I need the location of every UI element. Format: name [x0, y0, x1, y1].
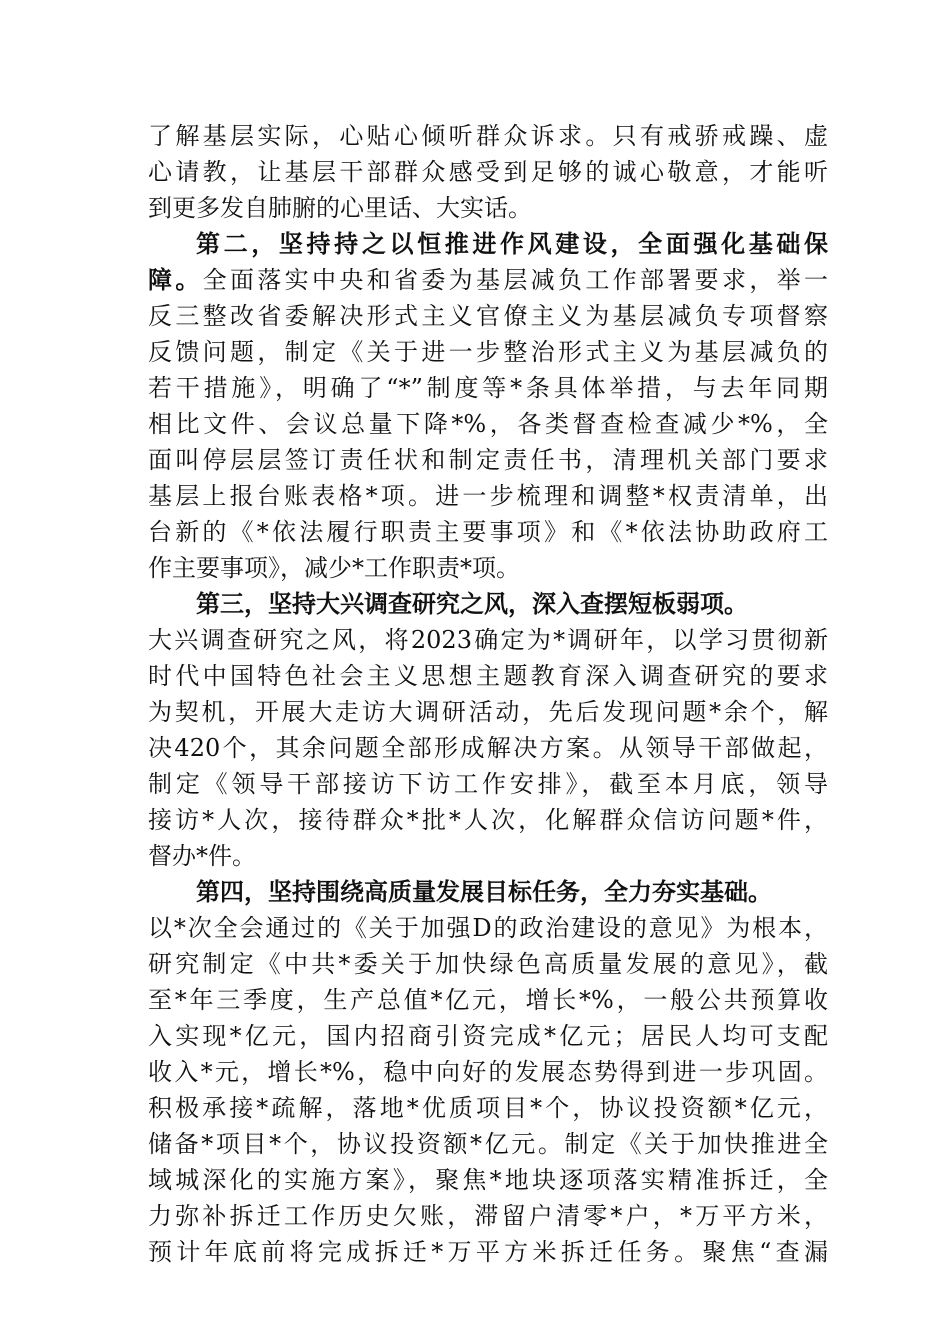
- section-heading-tail: 障。: [148, 265, 203, 294]
- text-line: 反馈问题，制定《关于进一步整治形式主义为基层减负的: [148, 338, 828, 366]
- paragraph-2: [148, 226, 828, 586]
- section-heading: 第三，坚持大兴调查研究之风，深入查摆短板弱项。: [196, 589, 748, 618]
- text-line: 督办*件。: [148, 842, 256, 870]
- text-line: 若干措施》，明确了“*”制度等*条具体举措，与去年同期: [148, 374, 828, 402]
- text-line: 预计年底前将完成拆迁*万平方米拆迁任务。聚焦“查漏: [148, 1238, 828, 1266]
- section-heading: 第二，坚持持之以恒推进作风建设，全面强化基础保: [196, 229, 828, 258]
- text-line: 力弥补拆迁工作历史欠账，滞留户清零*户，*万平方米，: [148, 1202, 828, 1230]
- text-line: 面叫停层层签订责任状和制定责任书，清理机关部门要求: [148, 446, 828, 474]
- text-line: 域城深化的实施方案》，聚焦*地块逐项落实精准拆迁，全: [148, 1166, 828, 1194]
- section-heading: 第四，坚持围绕高质量发展目标任务，全力夯实基础。: [196, 877, 772, 906]
- text-line: 了解基层实际，心贴心倾听群众诉求。只有戒骄戒躁、虚: [148, 122, 828, 150]
- text-line: 到更多发自肺腑的心里话、大实话。: [148, 194, 532, 222]
- text-line: 入实现*亿元，国内招商引资完成*亿元；居民人均可支配: [148, 1022, 828, 1050]
- text-line: 为契机，开展大走访大调研活动，先后发现问题*余个，解: [148, 698, 828, 726]
- text-line: 制定《领导干部接访下访工作安排》，截至本月底，领导: [148, 770, 828, 798]
- text-line: 接访*人次，接待群众*批*人次，化解群众信访问题*件，: [148, 806, 828, 834]
- text-line: 收入*元，增长*%，稳中向好的发展态势得到进一步巩固。: [148, 1058, 828, 1086]
- text-line: 决420个，其余问题全部形成解决方案。从领导干部做起，: [148, 734, 828, 762]
- text-line: 研究制定《中共*委关于加快绿色高质量发展的意见》，截: [148, 950, 828, 978]
- text-line: 至*年三季度，生产总值*亿元，增长*%，一般公共预算收: [148, 986, 828, 1014]
- text-line: 基层上报台账表格*项。进一步梳理和调整*权责清单，出: [148, 482, 828, 510]
- text-line: 储备*项目*个，协议投资额*亿元。制定《关于加快推进全: [148, 1130, 828, 1158]
- text-line: 心请教，让基层干部群众感受到足够的诚心敬意，才能听: [148, 158, 828, 186]
- text-line: 反三整改省委解决形式主义官僚主义为基层减负专项督察: [148, 302, 828, 330]
- text-line: 以*次全会通过的《关于加强D的政治建设的意见》为根本，: [148, 914, 828, 942]
- text-line: 大兴调查研究之风，将2023确定为*调研年，以学习贯彻新: [148, 626, 828, 654]
- text-line: 台新的《*依法履行职责主要事项》和《*依法协助政府工: [148, 518, 828, 546]
- text-line: [148, 262, 828, 298]
- text-line: 积极承接*疏解，落地*优质项目*个，协议投资额*亿元，: [148, 1094, 828, 1122]
- paragraph-1: [148, 118, 828, 226]
- body-text: [148, 118, 828, 1270]
- text-line: 作主要事项》，减少*工作职责*项。: [148, 554, 520, 582]
- paragraph-4: [148, 874, 828, 1270]
- text-span: 全面落实中央和省委为基层减负工作部署要求，举一: [202, 266, 829, 294]
- text-line: 时代中国特色社会主义思想主题教育深入调查研究的要求: [148, 662, 828, 690]
- text-line: 相比文件、会议总量下降*%，各类督查检查减少*%，全: [148, 410, 828, 438]
- paragraph-3: [148, 586, 828, 874]
